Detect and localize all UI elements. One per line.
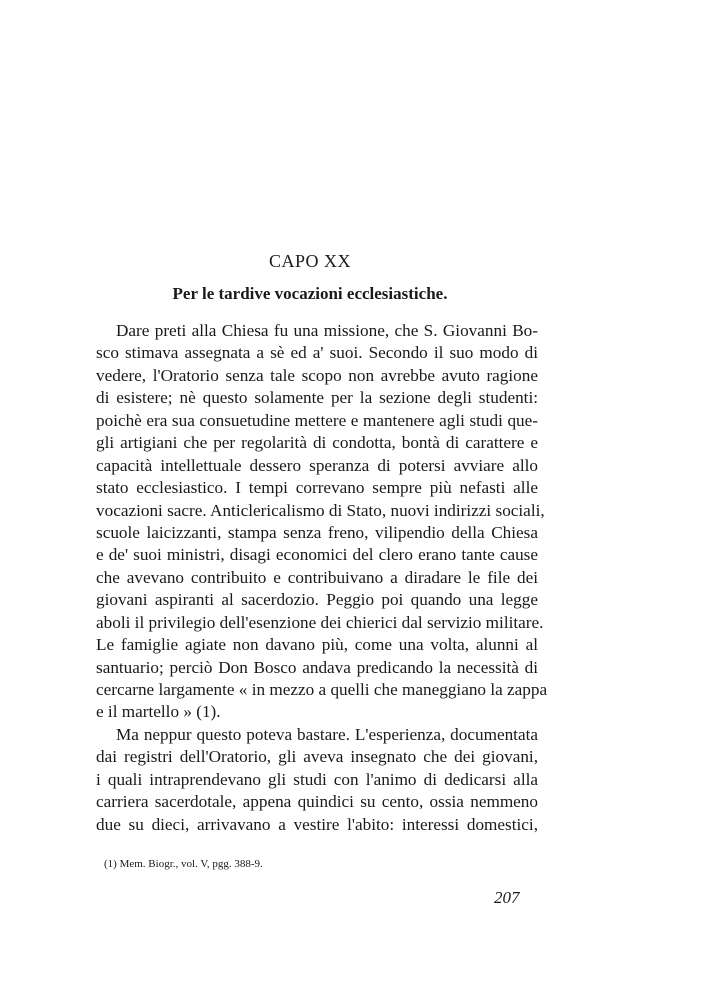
text-line: e il martello » (1).	[96, 702, 221, 722]
text-line: Ma neppur questo poteva bastare. L'esperienza, documentata	[116, 724, 538, 744]
text-line: Dare preti alla Chiesa fu una missione, che S. Giovanni Bo-	[116, 321, 538, 340]
text-line: santuario; perciò Don Bosco andava predicando la necessità di	[96, 657, 538, 677]
text-line: giovani aspiranti al sacerdozio. Peggio poi quando una legge	[96, 590, 538, 610]
text-line: scuole laicizzanti, stampa senza freno, vilipendio della Chiesa	[96, 522, 538, 542]
chapter-subtitle: Per le tardive vocazioni ecclesiastiche.	[172, 284, 448, 303]
text-line: cercarne largamente « in mezzo a quelli che maneggiano la zappa	[96, 680, 548, 699]
text-line: Le famiglie agiate non davano più, come una volta, alunni al	[96, 635, 538, 655]
page-number: 207	[494, 888, 520, 907]
text-line: capacità intellettuale dessero speranza di potersi avviare allo	[96, 455, 538, 475]
footnote: (1) Mem. Biogr., vol. V, pgg. 388-9.	[104, 858, 263, 870]
text-line: carriera sacerdotale, appena quindici su cento, ossia nemmeno	[96, 792, 538, 812]
text-line: stato ecclesiastico. I tempi correvano sempre più nefasti alle	[96, 478, 538, 498]
text-line: poichè era sua consuetudine mettere e mantenere agli studi que-	[96, 410, 538, 430]
text-line: gli artigiani che per regolarità di condotta, bontà di carattere e	[96, 433, 538, 453]
chapter-title: CAPO XX	[268, 251, 351, 271]
text-line: e de' suoi ministri, disagi economici del clero erano tante cause	[96, 545, 538, 565]
text-line: sco stimava assegnata a sè ed a' suoi. Secondo il suo modo di	[96, 343, 538, 363]
text-line: di esistere; nè questo solamente per la sezione degli studenti:	[96, 388, 538, 408]
text-line: vocazioni sacre. Anticlericalismo di Stato, nuovi indirizzi sociali,	[96, 500, 545, 520]
text-line: che avevano contribuito e contribuivano a diradare le file dei	[96, 567, 538, 587]
body-text	[96, 320, 548, 836]
text-line: aboli il privilegio dell'esenzione dei chierici dal servizio militare.	[96, 612, 544, 632]
text-line: i quali intraprendevano gli studi con l'animo di dedicarsi alla	[96, 769, 538, 789]
text-line: vedere, l'Oratorio senza tale scopo non avrebbe avuto ragione	[96, 365, 538, 385]
text-line: dai registri dell'Oratorio, gli aveva insegnato che dei giovani,	[96, 747, 538, 767]
text-line: due su dieci, arrivavano a vestire l'abito: interessi domestici,	[96, 814, 538, 834]
